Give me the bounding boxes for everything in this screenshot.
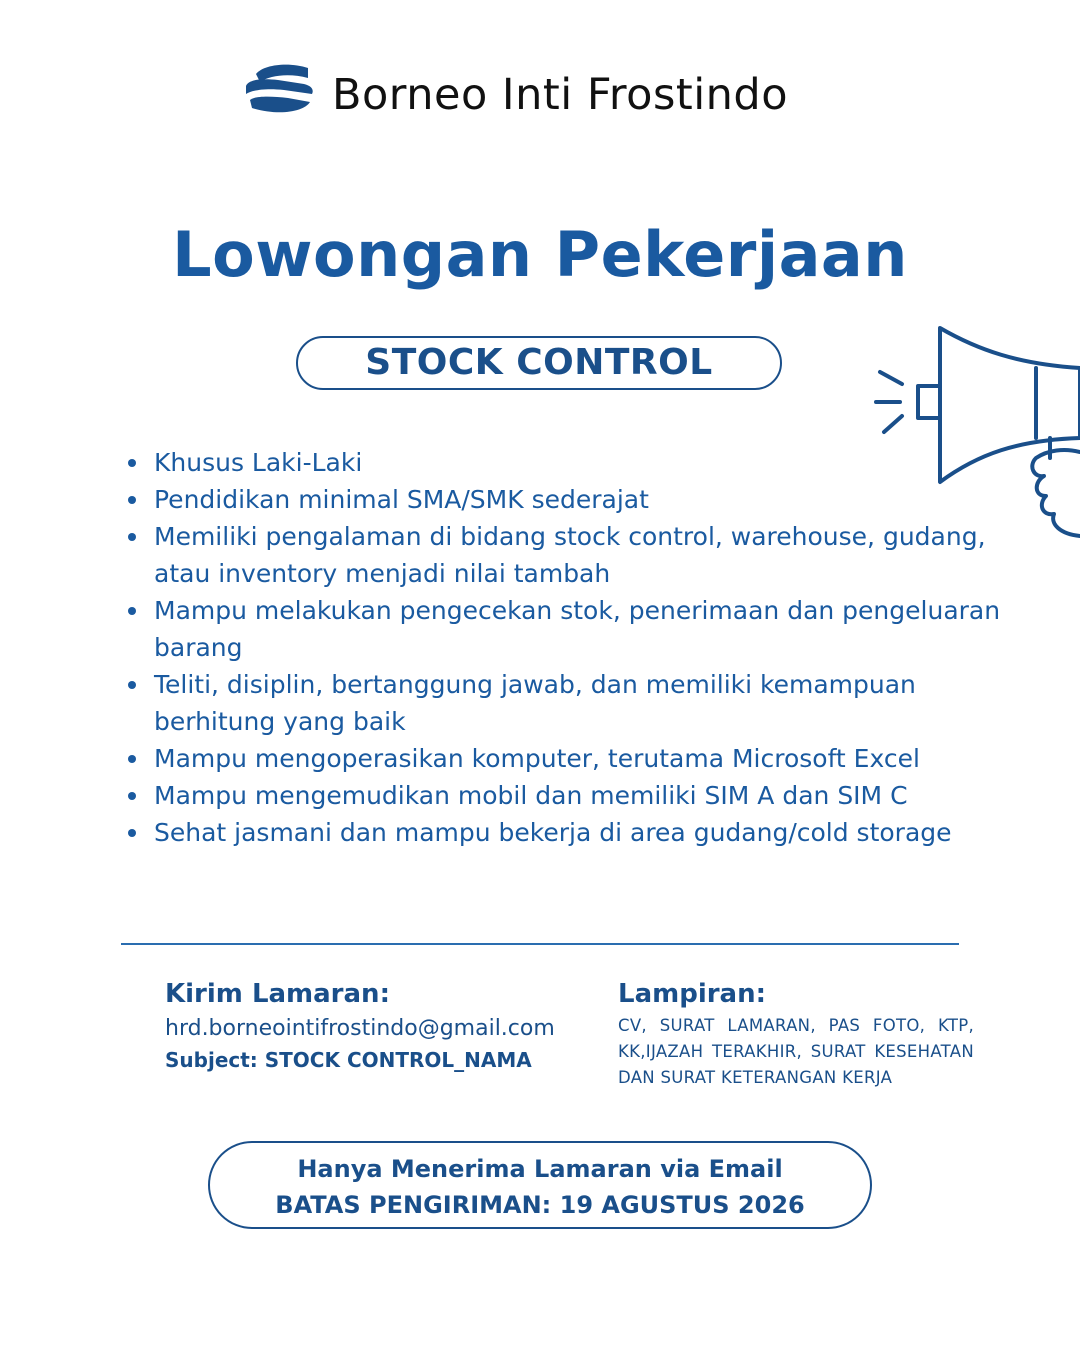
list-item: Mampu melakukan pengecekan stok, penerimaan dan pengeluaran barang xyxy=(124,592,1004,666)
position-badge xyxy=(296,336,782,390)
list-item: Teliti, disiplin, bertanggung jawab, dan memiliki kemampuan berhitung yang baik xyxy=(124,666,1004,740)
apply-subject: Subject: STOCK CONTROL_NAMA xyxy=(165,1048,532,1072)
company-logo-mark-icon xyxy=(244,58,316,118)
apply-heading: Kirim Lamaran: xyxy=(165,979,390,1009)
company-logo xyxy=(244,56,864,140)
list-item: Pendidikan minimal SMA/SMK sederajat xyxy=(124,481,1004,518)
attachments-section xyxy=(618,978,974,1091)
company-name: Borneo Inti Frostindo xyxy=(332,70,789,120)
page-title: Lowongan Pekerjaan xyxy=(172,218,908,291)
list-item: Mampu mengemudikan mobil dan memiliki SIM A dan SIM C xyxy=(124,777,1004,814)
notice-deadline: BATAS PENGIRIMAN: 19 AGUSTUS 2026 xyxy=(275,1191,805,1219)
list-item: Sehat jasmani dan mampu bekerja di area gudang/cold storage xyxy=(124,814,1004,851)
notice-email-only: Hanya Menerima Lamaran via Email xyxy=(297,1155,783,1183)
list-item: Khusus Laki-Laki xyxy=(124,444,1004,481)
position-title: STOCK CONTROL xyxy=(365,342,713,383)
deadline-notice xyxy=(208,1141,872,1229)
divider xyxy=(121,943,959,945)
requirements-list xyxy=(124,444,1004,851)
attachments-list: CV, SURAT LAMARAN, PAS FOTO, KTP, KK,IJAZAH TERAKHIR, SURAT KESEHATAN DAN SURAT KETERANGAN KERJA xyxy=(618,1016,974,1087)
list-item: Mampu mengoperasikan komputer, terutama Microsoft Excel xyxy=(124,740,1004,777)
apply-email-link[interactable]: hrd.borneointifrostindo@gmail.com xyxy=(165,1016,555,1041)
attachments-heading: Lampiran: xyxy=(618,979,767,1009)
list-item: Memiliki pengalaman di bidang stock control, warehouse, gudang, atau inventory menjadi nilai tambah xyxy=(124,518,1004,592)
apply-section xyxy=(165,978,595,1075)
